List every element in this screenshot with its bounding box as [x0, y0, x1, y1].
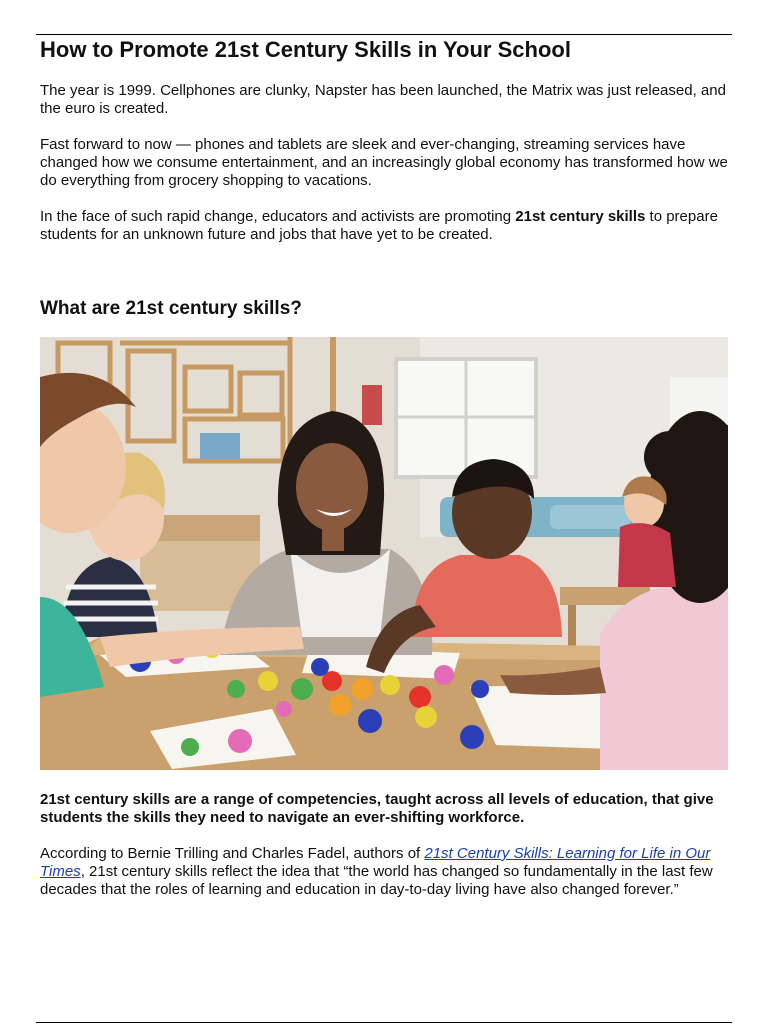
intro-paragraph-3: [40, 208, 730, 244]
definition-paragraph: 21st century skills are a range of competencies, taught across all levels of education, that give students the skills they need to navigate an ever-shifting workforce.: [40, 791, 714, 826]
book-title-link[interactable]: 21st Century Skills: Learning for Life in Our Times: [40, 845, 711, 880]
intro-paragraph-2: Fast forward to now — phones and tablets are sleek and ever-changing, streaming services have changed how we consume entertainment, and an increasingly global economy has transformed how we do everything from grocery shopping to vacations.: [40, 136, 728, 189]
bottom-rule: [36, 1022, 732, 1023]
article-title: How to Promote 21st Century Skills in Your School: [40, 37, 571, 62]
quote-after: , 21st century skills reflect the idea that “the world has changed so fundamentally in the last few decades that the roles of learning and education in day-to-day living have also changed forever.”: [40, 863, 713, 898]
classroom-photo: [40, 337, 728, 770]
article: [40, 34, 730, 899]
intro-3-after: to prepare students for an unknown future and jobs that have yet to be created.: [40, 208, 718, 243]
quote-before: According to Bernie Trilling and Charles Fadel, authors of: [40, 845, 425, 862]
intro-3-before: In the face of such rapid change, educators and activists are promoting: [40, 208, 516, 225]
quote-paragraph: [40, 845, 730, 899]
section-heading: What are 21st century skills?: [40, 298, 302, 319]
intro-paragraph-1: The year is 1999. Cellphones are clunky, Napster has been launched, the Matrix was just released, and the euro is created.: [40, 82, 726, 117]
classroom-photo-illustration: [40, 337, 728, 770]
intro-3-bold: 21st century skills: [515, 208, 646, 225]
